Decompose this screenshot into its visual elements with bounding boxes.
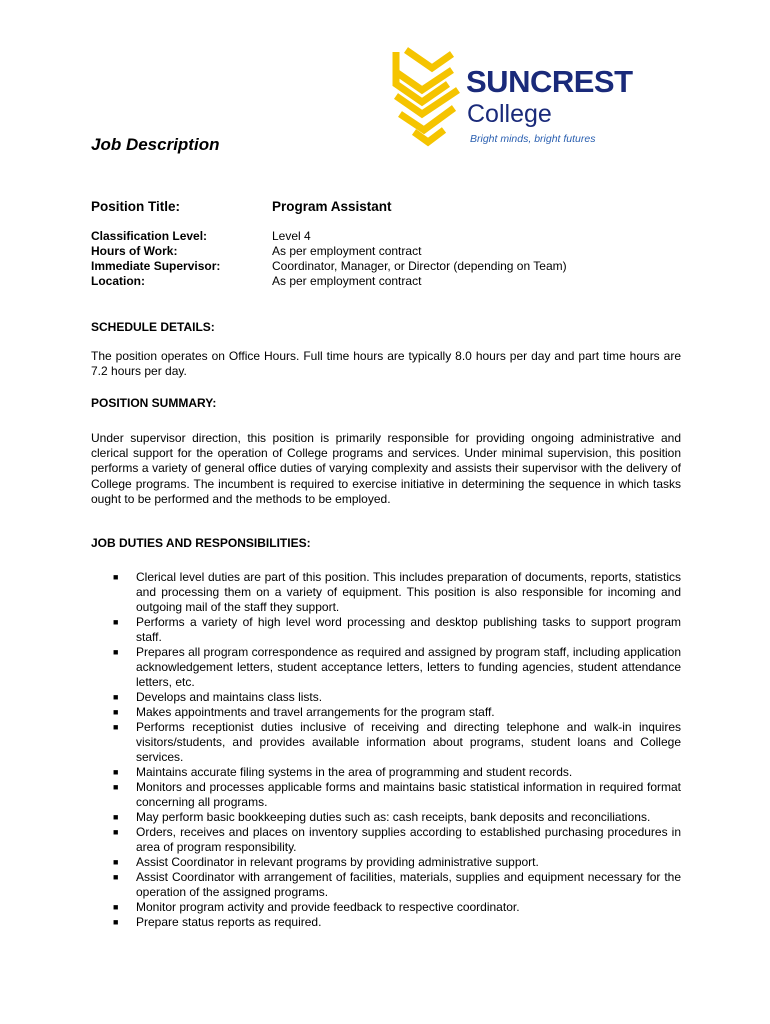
classification-value: Level 4 xyxy=(272,229,311,243)
list-item: ■ Orders, receives and places on inventory supplies according to established purchasing procedures in area of program responsibility. xyxy=(113,825,681,854)
brand-tagline: Bright minds, bright futures xyxy=(470,133,596,145)
duties-heading: JOB DUTIES AND RESPONSIBILITIES: xyxy=(91,536,311,550)
list-item: ■ Assist Coordinator in relevant programs by providing administrative support. xyxy=(113,855,539,869)
suncrest-shield-logo-icon xyxy=(388,44,468,149)
bullet-icon: ■ xyxy=(113,707,119,717)
bullet-icon: ■ xyxy=(113,782,119,792)
bullet-icon: ■ xyxy=(113,827,119,837)
hours-value: As per employment contract xyxy=(272,244,422,258)
list-item: ■ May perform basic bookkeeping duties such as: cash receipts, bank deposits and reconciliations. xyxy=(113,810,651,824)
brand-name: SUNCREST xyxy=(466,64,633,99)
bullet-icon: ■ xyxy=(113,872,119,882)
bullet-icon: ■ xyxy=(113,902,119,912)
position-title-value: Program Assistant xyxy=(272,199,392,214)
list-item: ■ Performs a variety of high level word processing and desktop publishing tasks to support program staff. xyxy=(113,615,681,644)
location-value: As per employment contract xyxy=(272,274,422,288)
list-item: ■ Clerical level duties are part of this position. This includes preparation of documents, reports, statistics and processing them on a variety of equipment. This position is also responsible for incoming and outgoing mail of the staff they support. xyxy=(113,570,681,614)
bullet-icon: ■ xyxy=(113,722,119,732)
bullet-icon: ■ xyxy=(113,812,119,822)
supervisor-value: Coordinator, Manager, or Director (depending on Team) xyxy=(272,259,567,273)
list-item: ■ Prepare status reports as required. xyxy=(113,915,322,929)
list-item: ■ Monitors and processes applicable forms and maintains basic statistical information in required format concerning all programs. xyxy=(113,780,681,809)
schedule-text: The position operates on Office Hours. Full time hours are typically 8.0 hours per day and part time hours are 7.2 hours per day. xyxy=(91,349,681,379)
summary-text: Under supervisor direction, this position is primarily responsible for providing ongoing administrative and clerical support for the operation of College programs and services. Under minimal supervision, this position performs a variety of general office duties of varying complexity and assists their supervisor with the delivery of College programs. The incumbent is required to exercise initiative in determining the sequence in which tasks ought to be performed and the methods to be employed. xyxy=(91,431,681,506)
schedule-heading: SCHEDULE DETAILS: xyxy=(91,320,215,334)
bullet-icon: ■ xyxy=(113,572,119,582)
location-label: Location: xyxy=(91,274,145,288)
document-title: Job Description xyxy=(91,135,220,154)
bullet-icon: ■ xyxy=(113,647,119,657)
position-title-label: Position Title: xyxy=(91,199,181,214)
list-item: ■ Assist Coordinator with arrangement of facilities, materials, supplies and equipment necessary for the operation of the assigned programs. xyxy=(113,870,681,899)
list-item: ■ Monitor program activity and provide feedback to respective coordinator. xyxy=(113,900,520,914)
supervisor-label: Immediate Supervisor: xyxy=(91,259,221,273)
bullet-icon: ■ xyxy=(113,767,119,777)
summary-heading: POSITION SUMMARY: xyxy=(91,396,217,410)
duties-list xyxy=(91,570,681,930)
list-item: ■ Maintains accurate filing systems in the area of programming and student records. xyxy=(113,765,573,779)
bullet-icon: ■ xyxy=(113,857,119,867)
hours-label: Hours of Work: xyxy=(91,244,178,258)
bullet-icon: ■ xyxy=(113,692,119,702)
bullet-icon: ■ xyxy=(113,617,119,627)
list-item: ■ Makes appointments and travel arrangements for the program staff. xyxy=(113,705,495,719)
bullet-icon: ■ xyxy=(113,917,119,927)
brand-subname: College xyxy=(467,100,552,128)
list-item: ■ Develops and maintains class lists. xyxy=(113,690,323,704)
list-item: ■ Prepares all program correspondence as required and assigned by program staff, including application acknowledgement letters, student acceptance letters, letters to funding agencies, student attendance letters, etc. xyxy=(113,645,681,689)
list-item: ■ Performs receptionist duties inclusive of receiving and directing telephone and walk-in inquires visitors/students, and provides available information about programs, student loans and College services. xyxy=(113,720,681,764)
classification-label: Classification Level: xyxy=(91,229,208,243)
